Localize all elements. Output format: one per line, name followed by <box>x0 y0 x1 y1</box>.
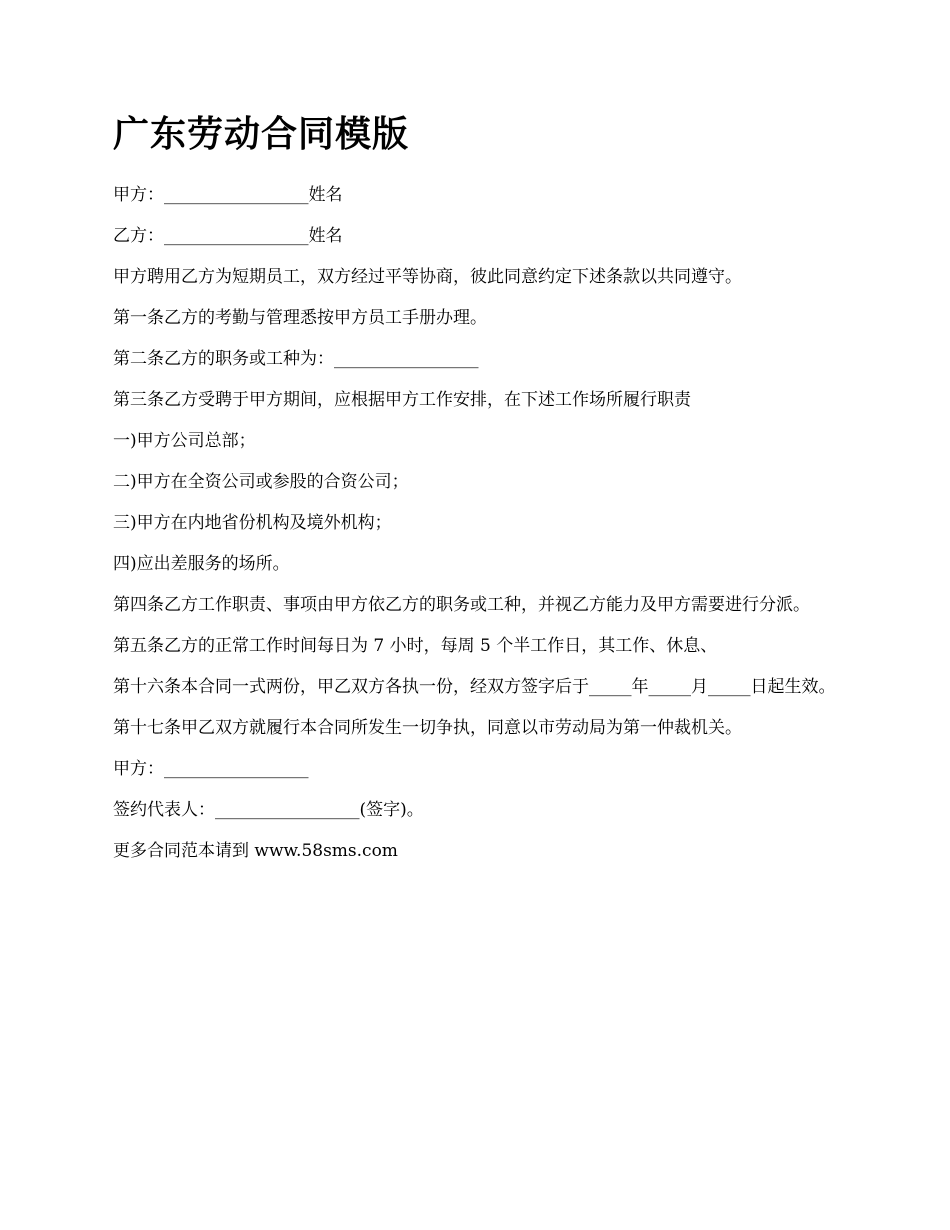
article-5: 第五条乙方的正常工作时间每日为 7 小时，每周 5 个半工作日，其工作、休息、 <box>113 636 718 656</box>
workplace-item-4: 四)应出差服务的场所。 <box>113 554 290 574</box>
article-3: 第三条乙方受聘于甲方期间，应根据甲方工作安排，在下述工作场所履行职责 <box>113 390 691 410</box>
party-b-name-line: 乙方：_________________姓名 <box>113 226 343 246</box>
article-17: 第十七条甲乙双方就履行本合同所发生一切争执，同意以市劳动局为第一仲裁机关。 <box>113 718 742 738</box>
document-title: 广东劳动合同模版 <box>113 114 410 155</box>
footer-promo-text: 更多合同范本请到 www.58sms.com <box>113 841 398 861</box>
article-4: 第四条乙方工作职责、事项由甲方依乙方的职务或工种，并视乙方能力及甲方需要进行分派。 <box>113 595 810 615</box>
party-a-name-line: 甲方：_________________姓名 <box>113 185 343 205</box>
preamble-paragraph: 甲方聘用乙方为短期员工，双方经过平等协商，彼此同意约定下述条款以共同遵守。 <box>113 267 742 287</box>
workplace-item-2: 二)甲方在全资公司或参股的合资公司； <box>113 472 409 492</box>
representative-signature-line: 签约代表人：_________________(签字)。 <box>113 800 424 820</box>
workplace-item-1: 一)甲方公司总部； <box>113 431 256 451</box>
article-2: 第二条乙方的职务或工种为：_________________ <box>113 349 479 369</box>
article-16: 第十六条本合同一式两份，甲乙双方各执一份，经双方签字后于_____年_____月_____日起生效。 <box>113 677 836 697</box>
party-a-signature-line: 甲方：_________________ <box>113 759 309 779</box>
workplace-item-3: 三)甲方在内地省份机构及境外机构； <box>113 513 392 533</box>
article-1: 第一条乙方的考勤与管理悉按甲方员工手册办理。 <box>113 308 487 328</box>
